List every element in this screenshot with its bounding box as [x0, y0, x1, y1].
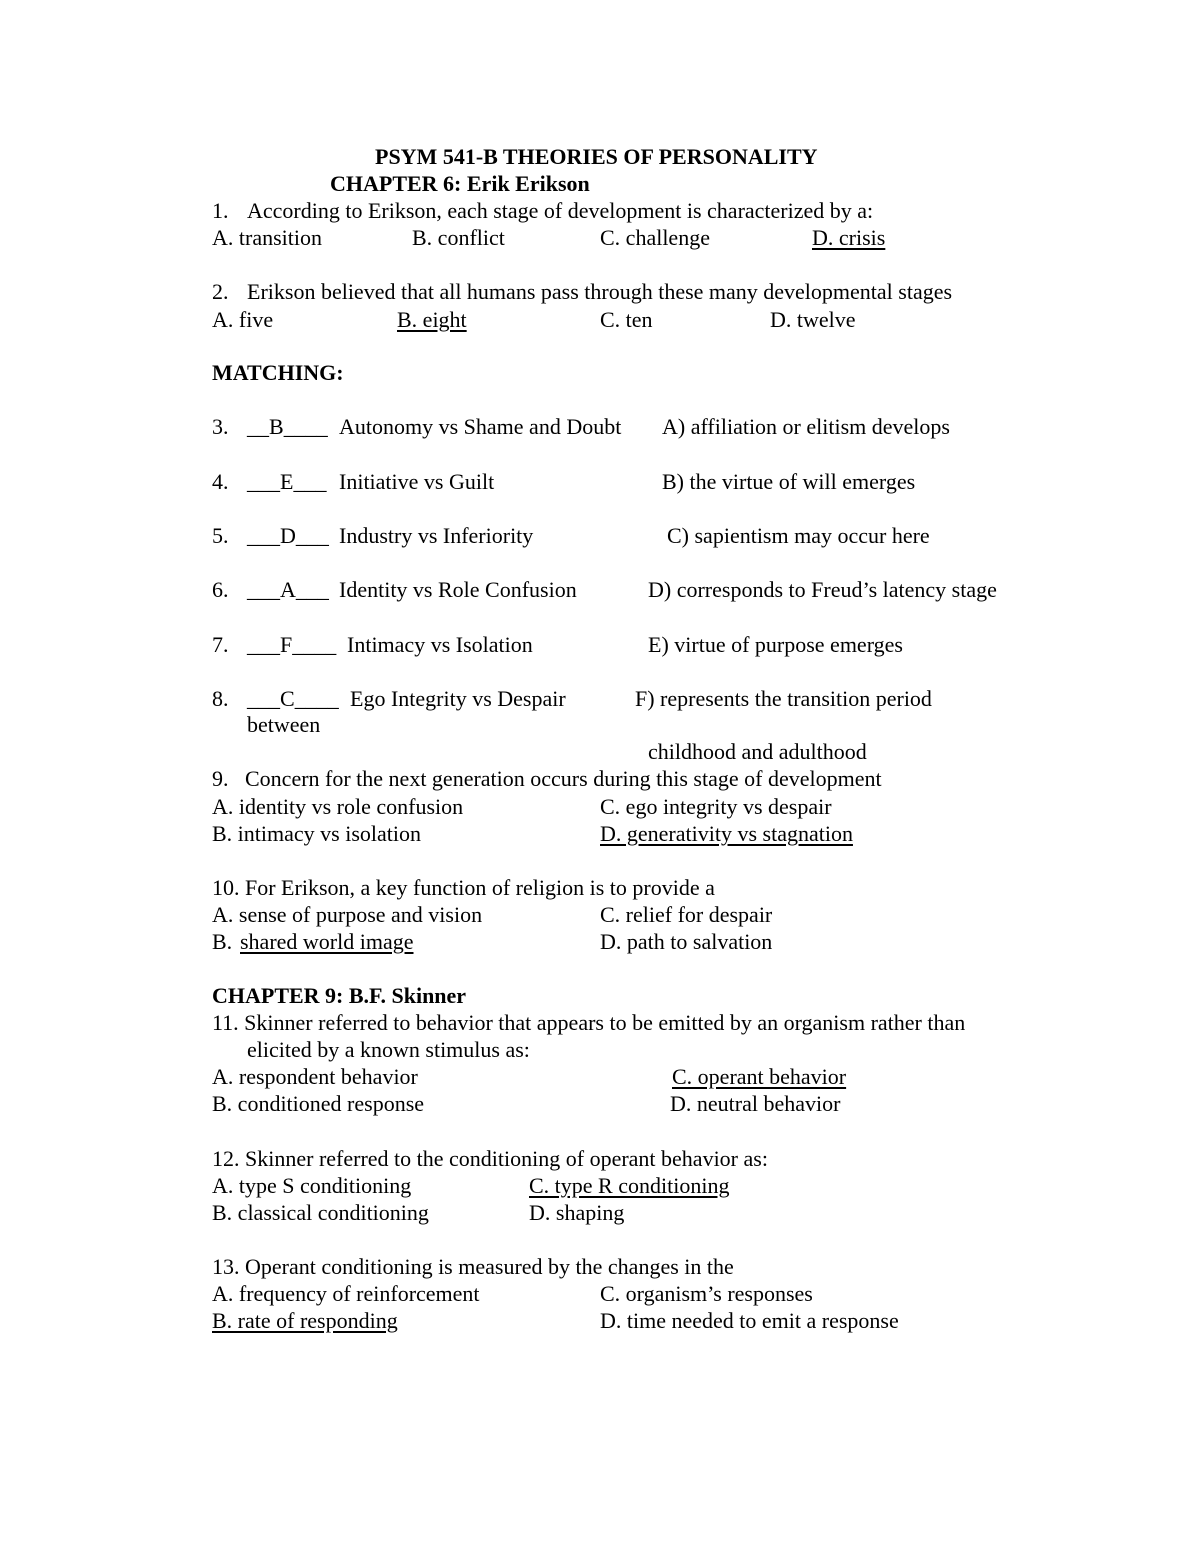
q13-option-d: D. time needed to emit a response — [600, 1308, 899, 1333]
q10-option-d: D. path to salvation — [600, 929, 773, 954]
q9-option-d-answer: D. generativity vs stagnation — [600, 821, 853, 846]
q12-option-a: A. type S conditioning — [212, 1173, 412, 1198]
match-answer-blank: ___A___ — [247, 577, 329, 602]
q12-option-d: D. shaping — [529, 1200, 625, 1225]
q12-option-b: B. classical conditioning — [212, 1200, 429, 1225]
q10-option-b-label: B. — [212, 929, 233, 954]
match-number: 8. — [212, 686, 229, 711]
chapter-6-heading: CHAPTER 6: Erik Erikson — [330, 171, 590, 196]
q9-text: 9. Concern for the next generation occurs during this stage of development — [212, 766, 882, 791]
q2-option-a: A. five — [212, 307, 274, 332]
match-option: D) corresponds to Freud’s latency stage — [648, 577, 997, 602]
q9-option-c: C. ego integrity vs despair — [600, 794, 832, 819]
chapter-9-heading: CHAPTER 9: B.F. Skinner — [212, 983, 467, 1008]
q12-text: 12. Skinner referred to the conditioning of operant behavior as: — [212, 1146, 768, 1171]
q9-option-a: A. identity vs role confusion — [212, 794, 464, 819]
q12-option-c-answer: C. type R conditioning — [529, 1173, 730, 1198]
q11-option-b: B. conditioned response — [212, 1091, 425, 1116]
match-option-continuation: childhood and adulthood — [648, 739, 867, 764]
match-stage: Initiative vs Guilt — [339, 469, 495, 494]
q1-option-d-answer: D. crisis — [812, 225, 886, 250]
q1-text: According to Erikson, each stage of development is characterized by a: — [247, 198, 874, 223]
q2-option-d: D. twelve — [770, 307, 856, 332]
match-answer-blank: __B____ — [247, 414, 328, 439]
q13-option-a: A. frequency of reinforcement — [212, 1281, 480, 1306]
matching-heading: MATCHING: — [212, 360, 344, 385]
match-option: C) sapientism may occur here — [667, 523, 930, 548]
q1-number: 1. — [212, 198, 229, 223]
q10-text: 10. For Erikson, a key function of religion is to provide a — [212, 875, 715, 900]
q11-option-a: A. respondent behavior — [212, 1064, 418, 1089]
match-stage: Identity vs Role Confusion — [339, 577, 577, 602]
q10-option-b-answer: shared world image — [240, 929, 414, 954]
match-answer-blank: ___F____ — [247, 632, 337, 657]
q11-option-c-answer: C. operant behavior — [672, 1064, 847, 1089]
match-option: B) the virtue of will emerges — [662, 469, 916, 494]
match-number: 7. — [212, 632, 229, 657]
match-option: F) represents the transition period — [635, 686, 932, 711]
q10-option-c: C. relief for despair — [600, 902, 773, 927]
q11-text: 11. Skinner referred to behavior that appears to be emitted by an organism rather than — [212, 1010, 966, 1035]
q2-number: 2. — [212, 279, 229, 304]
q2-option-b-answer: B. eight — [397, 307, 467, 332]
match-option: E) virtue of purpose emerges — [648, 632, 903, 657]
q13-option-b-answer: B. rate of responding — [212, 1308, 398, 1333]
match-number: 4. — [212, 469, 229, 494]
match-number: 3. — [212, 414, 229, 439]
match-answer-blank: ___E___ — [247, 469, 327, 494]
q11-text-continuation: elicited by a known stimulus as: — [247, 1037, 530, 1062]
match-answer-blank: ___D___ — [247, 523, 329, 548]
match-stage: Intimacy vs Isolation — [347, 632, 533, 657]
q9-option-b: B. intimacy vs isolation — [212, 821, 421, 846]
q2-option-c: C. ten — [600, 307, 653, 332]
q1-option-c: C. challenge — [600, 225, 710, 250]
q10-option-a: A. sense of purpose and vision — [212, 902, 483, 927]
q13-text: 13. Operant conditioning is measured by the changes in the — [212, 1254, 734, 1279]
match-stage: Autonomy vs Shame and Doubt — [339, 414, 622, 439]
match-number: 5. — [212, 523, 229, 548]
q2-text: Erikson believed that all humans pass through these many developmental stages — [247, 279, 953, 304]
match-number: 6. — [212, 577, 229, 602]
match-stage: Ego Integrity vs Despair — [350, 686, 566, 711]
match-option: A) affiliation or elitism develops — [662, 414, 950, 439]
q1-option-a: A. transition — [212, 225, 322, 250]
match-stage: Industry vs Inferiority — [339, 523, 534, 548]
q1-option-b: B. conflict — [412, 225, 505, 250]
match-answer-blank: ___C____ — [247, 686, 339, 711]
q11-option-d: D. neutral behavior — [670, 1091, 841, 1116]
match-option-continuation: between — [247, 712, 321, 737]
q13-option-c: C. organism’s responses — [600, 1281, 813, 1306]
page-title: PSYM 541-B THEORIES OF PERSONALITY — [375, 144, 818, 169]
